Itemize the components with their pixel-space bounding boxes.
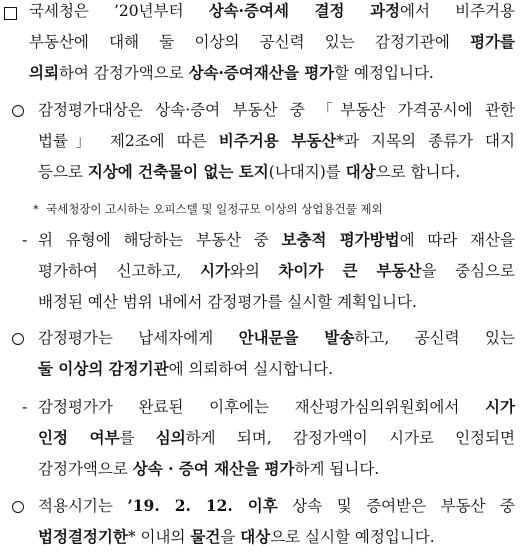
text-run: 평가하여 신고하고,: [38, 262, 200, 280]
bold-text-run: 심의: [155, 428, 186, 447]
text-run: 배정된 예산 범위 내에서 감정평가를 실시할 계획입니다.: [38, 293, 417, 311]
bold-text-run: ’19. 2. 12. 이후: [127, 496, 278, 515]
bold-text-run: 둘 이상의 감정기관: [38, 359, 169, 378]
text-run: 와의: [229, 262, 279, 280]
text-run: 으로 합니다.: [375, 163, 461, 181]
text-run: 에 의뢰하여 실시합니다.: [168, 360, 334, 378]
paragraph-4-line: [38, 327, 515, 349]
text-run: 감정평가대상은 상속·증여 부동산 중 「부동산 가격공시에 관한: [38, 101, 515, 119]
bold-text-run: 상속·증여세 결정 과정: [208, 1, 401, 20]
text-run: *과 지목의 종류가 대지: [336, 132, 515, 150]
text-run: 하고, 공신력 있는: [354, 329, 515, 347]
bold-text-run: 보충적 평가방법: [281, 230, 400, 249]
text-run: 위 유형에 해당하는 부동산 중: [38, 231, 282, 249]
text-run: 감정평가가 완료된 이후에는 재산평가심의위원회에서: [38, 398, 486, 416]
paragraph-1-line: [29, 62, 434, 84]
paragraph-1-line: [29, 31, 515, 53]
text-run: 부동산에 대해 둘 이상의 공신력 있는 감정기관에: [29, 33, 471, 51]
paragraph-3-line: [38, 229, 515, 251]
bold-text-run: 대상: [345, 162, 376, 181]
text-run: 을 중심으로: [421, 262, 515, 280]
paragraph-3-line: [38, 291, 417, 313]
bold-text-run: 의뢰: [29, 63, 59, 82]
bold-text-run: 차이가 큰 부동산: [278, 261, 422, 280]
bold-text-run: 물건: [190, 527, 221, 546]
text-run: 상속 및 증여받은 부동산 중: [277, 497, 515, 515]
circle-bullet-icon: [12, 333, 24, 345]
paragraph-5-line: [38, 396, 515, 418]
text-run: 법률」 제2조에 따른: [38, 132, 219, 150]
bold-text-run: 시가: [199, 261, 230, 280]
bold-text-run: 상속 · 증여 재산을 평가: [132, 459, 295, 478]
bold-text-run: 상속·증여재산을 평가: [188, 63, 335, 82]
text-run: 하게 됩니다.: [294, 460, 380, 478]
paragraph-2-line: [38, 99, 515, 121]
paragraph-6-line: [38, 495, 515, 517]
text-run: 에 따라 재산을: [399, 231, 515, 249]
bold-text-run: 평가를: [470, 32, 515, 51]
text-run: 를: [119, 429, 156, 447]
dash-bullet: -: [22, 398, 28, 416]
text-run: 하여 감정가액으로: [58, 64, 189, 82]
bold-text-run: 안내문을 발송: [238, 328, 355, 347]
text-run: 등으로: [38, 163, 88, 181]
bold-text-run: 지상에 건축물이 없는 토지: [87, 162, 269, 181]
text-run: 적용시기는: [38, 497, 128, 515]
text-run: (나대지)를: [268, 163, 346, 181]
text-run: 하게 되며, 감정가액이 시가로 인정되면: [185, 429, 515, 447]
paragraph-2-line: [38, 130, 515, 152]
box-bullet-icon: [4, 7, 17, 20]
footnote-marker: *: [33, 202, 39, 216]
paragraph-5-line: [38, 458, 379, 480]
paragraph-3-line: [38, 260, 515, 282]
paragraph-1-line: [29, 0, 515, 22]
paragraph-5-line: [38, 427, 515, 449]
text-run: 할 예정입니다.: [334, 64, 434, 82]
footnote-text: 국세청장이 고시하는 오피스텔 및 일정규모 이상의 상업용건물 제외: [46, 202, 383, 216]
paragraph-2-line: [38, 161, 460, 183]
bold-text-run: 법정결정기한: [38, 527, 128, 546]
bold-text-run: 시가: [485, 397, 515, 416]
circle-bullet-icon: [12, 501, 24, 513]
dash-bullet: -: [22, 231, 28, 249]
bold-text-run: 대상: [240, 527, 271, 546]
text-run: 감정가액으로: [38, 460, 133, 478]
bold-text-run: 인정 여부: [38, 428, 120, 447]
text-run: 국세청은 ’20년부터: [29, 2, 209, 20]
text-run: * 이내의: [127, 528, 191, 546]
bold-text-run: 비주거용 부동산: [218, 131, 337, 150]
text-run: 으로 실시할 예정입니다.: [270, 528, 435, 546]
text-run: 을: [220, 528, 241, 546]
circle-bullet-icon: [12, 105, 24, 117]
paragraph-6-line: [38, 526, 435, 548]
paragraph-4-line: [38, 358, 333, 380]
text-run: 에서 비주거용: [400, 2, 515, 20]
text-run: 감정평가는 납세자에게: [38, 329, 239, 347]
